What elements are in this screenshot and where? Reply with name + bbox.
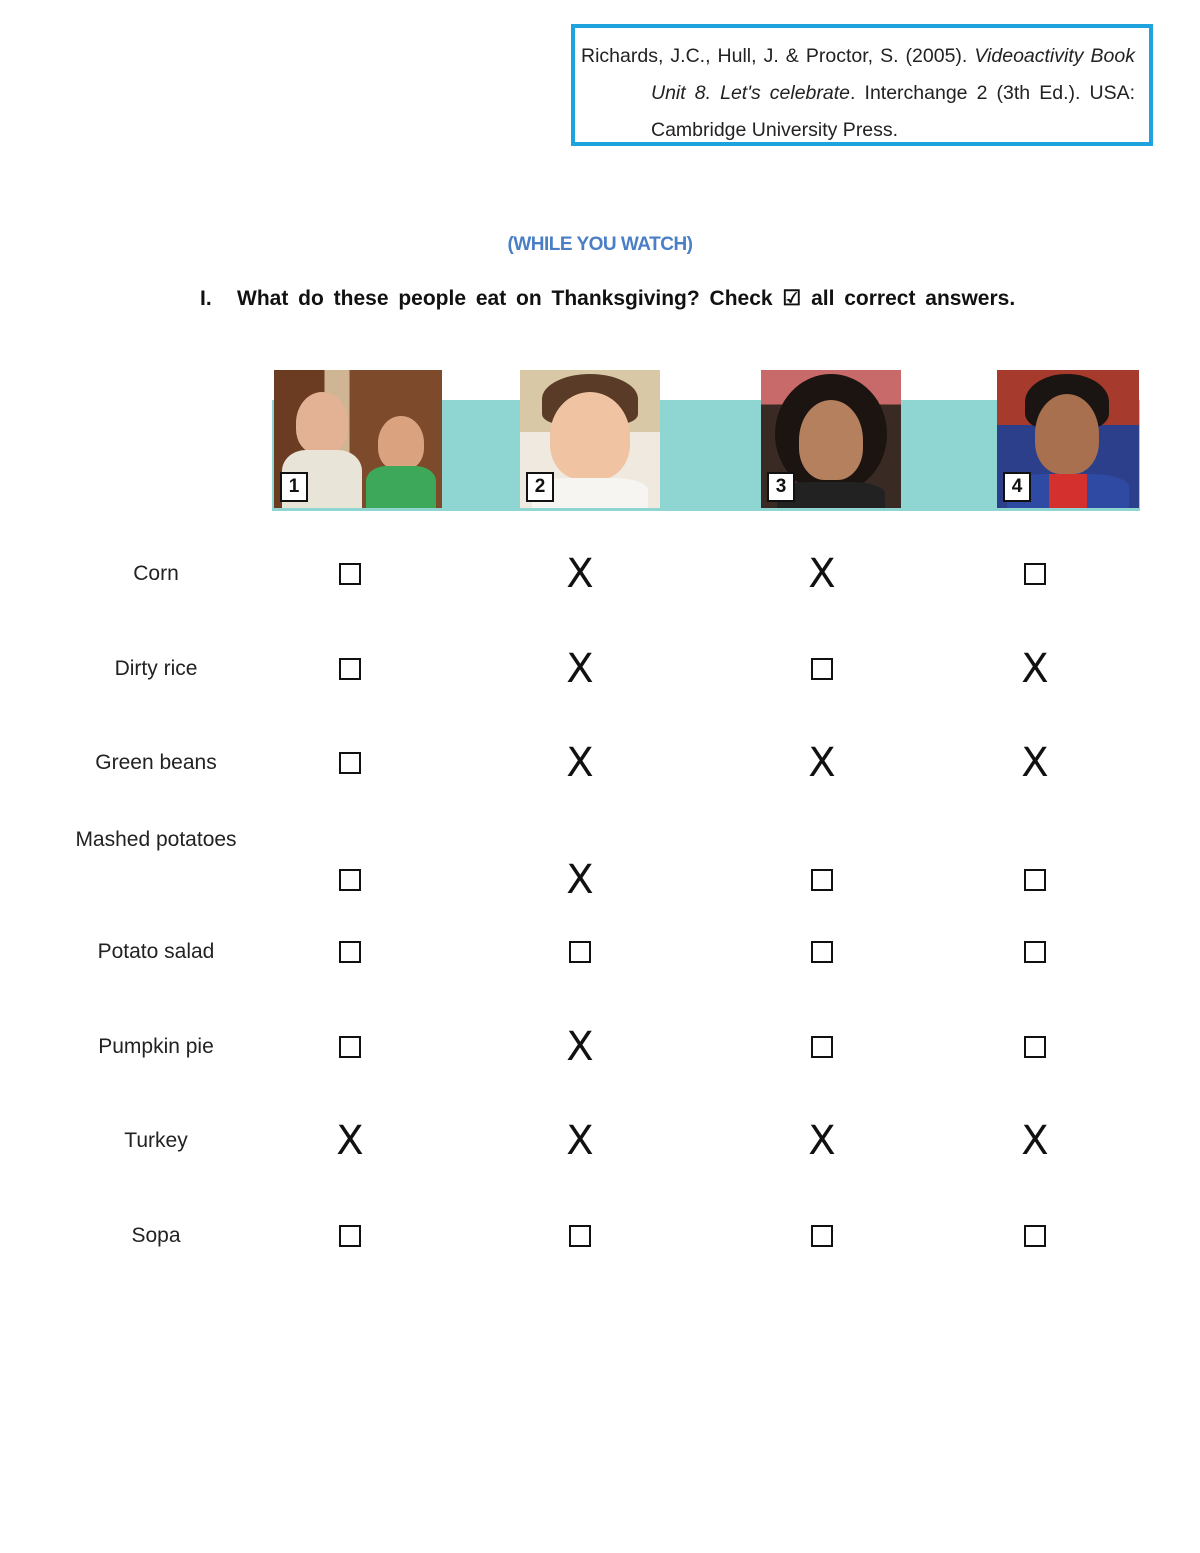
- answer-cell-person-4[interactable]: [1015, 932, 1055, 968]
- empty-checkbox-icon[interactable]: [339, 752, 361, 774]
- answer-cell-person-1[interactable]: [330, 743, 370, 779]
- shirt-shape: [1049, 474, 1087, 508]
- answer-cell-person-2[interactable]: [560, 551, 600, 597]
- answer-cell-person-4[interactable]: [1015, 1027, 1055, 1063]
- question-text: [237, 283, 1032, 314]
- table-row: [0, 820, 1200, 915]
- photo-number-badge: 2: [526, 472, 554, 502]
- answer-cell-person-3[interactable]: [802, 932, 842, 968]
- photo-number-badge: 4: [1003, 472, 1031, 502]
- empty-checkbox-icon[interactable]: [339, 941, 361, 963]
- empty-checkbox-icon[interactable]: [569, 1225, 591, 1247]
- x-mark-icon[interactable]: X: [566, 646, 594, 692]
- empty-checkbox-icon[interactable]: [1024, 1036, 1046, 1058]
- photo-person-1: [274, 370, 442, 508]
- answer-cell-person-2[interactable]: [560, 1118, 600, 1164]
- answer-cell-person-1[interactable]: [330, 554, 370, 590]
- answer-cell-person-1[interactable]: [330, 649, 370, 685]
- food-label: Dirty rice: [114, 657, 198, 680]
- answer-cell-person-1[interactable]: [330, 932, 370, 968]
- answer-cell-person-4[interactable]: [1015, 646, 1055, 692]
- empty-checkbox-icon[interactable]: [339, 1225, 361, 1247]
- x-mark-icon[interactable]: X: [566, 857, 594, 903]
- answer-cell-person-4[interactable]: [1015, 740, 1055, 786]
- x-mark-icon[interactable]: X: [1021, 646, 1049, 692]
- photo-strip: [272, 364, 1140, 511]
- empty-checkbox-icon[interactable]: [1024, 1225, 1046, 1247]
- face-shape: [1035, 394, 1099, 474]
- empty-checkbox-icon[interactable]: [339, 1036, 361, 1058]
- empty-checkbox-icon[interactable]: [811, 1036, 833, 1058]
- empty-checkbox-icon[interactable]: [1024, 563, 1046, 585]
- photo-person-3: [761, 370, 901, 508]
- answer-cell-person-4[interactable]: [1015, 554, 1055, 590]
- x-mark-icon[interactable]: X: [808, 740, 836, 786]
- face-shape: [296, 392, 348, 454]
- x-mark-icon[interactable]: X: [566, 740, 594, 786]
- question: [200, 283, 1032, 314]
- food-label: Mashed potatoes: [75, 828, 237, 851]
- table-row: [0, 932, 1200, 1027]
- table-row: [0, 551, 1200, 649]
- answer-cell-person-3[interactable]: [802, 1118, 842, 1164]
- answer-cell-person-2[interactable]: [560, 932, 600, 968]
- food-label: Potato salad: [97, 940, 215, 963]
- empty-checkbox-icon[interactable]: [811, 658, 833, 680]
- empty-checkbox-icon[interactable]: [339, 563, 361, 585]
- answer-cell-person-2[interactable]: [560, 740, 600, 786]
- empty-checkbox-icon[interactable]: [1024, 941, 1046, 963]
- photo-person-2: [520, 370, 660, 508]
- face-shape: [799, 400, 863, 480]
- citation-box: [571, 24, 1153, 146]
- x-mark-icon[interactable]: X: [808, 1118, 836, 1164]
- x-mark-icon[interactable]: X: [1021, 740, 1049, 786]
- empty-checkbox-icon[interactable]: [811, 941, 833, 963]
- food-label: Sopa: [131, 1224, 181, 1247]
- checkbox-checked-icon: ☑: [782, 287, 802, 310]
- table-row: [0, 1024, 1200, 1122]
- answer-cell-person-3[interactable]: [802, 1027, 842, 1063]
- table-row: [0, 646, 1200, 744]
- answer-cell-person-1[interactable]: [330, 1216, 370, 1252]
- empty-checkbox-icon[interactable]: [811, 869, 833, 891]
- table-row: [0, 1216, 1200, 1311]
- food-label: Green beans: [95, 751, 217, 774]
- empty-checkbox-icon[interactable]: [339, 658, 361, 680]
- question-text-after: all correct answers.: [801, 287, 1016, 310]
- answer-cell-person-2[interactable]: [560, 857, 600, 903]
- answer-cell-person-3[interactable]: [802, 551, 842, 597]
- answer-cell-person-3[interactable]: [802, 860, 842, 896]
- answer-cell-person-2[interactable]: [560, 646, 600, 692]
- food-label: Corn: [133, 562, 179, 585]
- answer-cell-person-3[interactable]: [802, 1216, 842, 1252]
- photo-person-4: [997, 370, 1139, 508]
- table-row: [0, 1118, 1200, 1216]
- apron-shape: [366, 466, 436, 508]
- question-number: I.: [200, 287, 212, 310]
- x-mark-icon[interactable]: X: [808, 551, 836, 597]
- food-label: Pumpkin pie: [98, 1035, 214, 1058]
- x-mark-icon[interactable]: X: [566, 1024, 594, 1070]
- answer-cell-person-1[interactable]: [330, 1118, 370, 1164]
- x-mark-icon[interactable]: X: [1021, 1118, 1049, 1164]
- face-shape: [378, 416, 424, 470]
- question-text-before: What do these people eat on Thanksgiving? Check: [237, 287, 783, 310]
- empty-checkbox-icon[interactable]: [339, 869, 361, 891]
- citation-title: Videoactivity Book Unit 8. Let's celebrate: [651, 45, 1135, 104]
- food-label: Turkey: [124, 1129, 188, 1152]
- answer-cell-person-2[interactable]: [560, 1216, 600, 1252]
- answer-cell-person-2[interactable]: [560, 1024, 600, 1070]
- answer-cell-person-3[interactable]: [802, 740, 842, 786]
- citation-authors: Richards, J.C., Hull, J. & Proctor, S. (2005).: [581, 45, 975, 67]
- answer-cell-person-1[interactable]: [330, 1027, 370, 1063]
- x-mark-icon[interactable]: X: [566, 1118, 594, 1164]
- empty-checkbox-icon[interactable]: [811, 1225, 833, 1247]
- answer-cell-person-4[interactable]: [1015, 1118, 1055, 1164]
- answer-cell-person-4[interactable]: [1015, 1216, 1055, 1252]
- section-title: (WHILE YOU WATCH): [507, 234, 693, 255]
- empty-checkbox-icon[interactable]: [569, 941, 591, 963]
- x-mark-icon[interactable]: X: [566, 551, 594, 597]
- empty-checkbox-icon[interactable]: [1024, 869, 1046, 891]
- photo-number-badge: 1: [280, 472, 308, 502]
- face-shape: [550, 392, 630, 480]
- answer-cell-person-1[interactable]: [330, 860, 370, 896]
- photo-number-badge: 3: [767, 472, 795, 502]
- answer-cell-person-4[interactable]: [1015, 860, 1055, 896]
- answer-cell-person-3[interactable]: [802, 649, 842, 685]
- x-mark-icon[interactable]: X: [336, 1118, 364, 1164]
- citation-publisher: . Interchange 2 (3th Ed.). USA: Cambridge University Press.: [651, 82, 1136, 141]
